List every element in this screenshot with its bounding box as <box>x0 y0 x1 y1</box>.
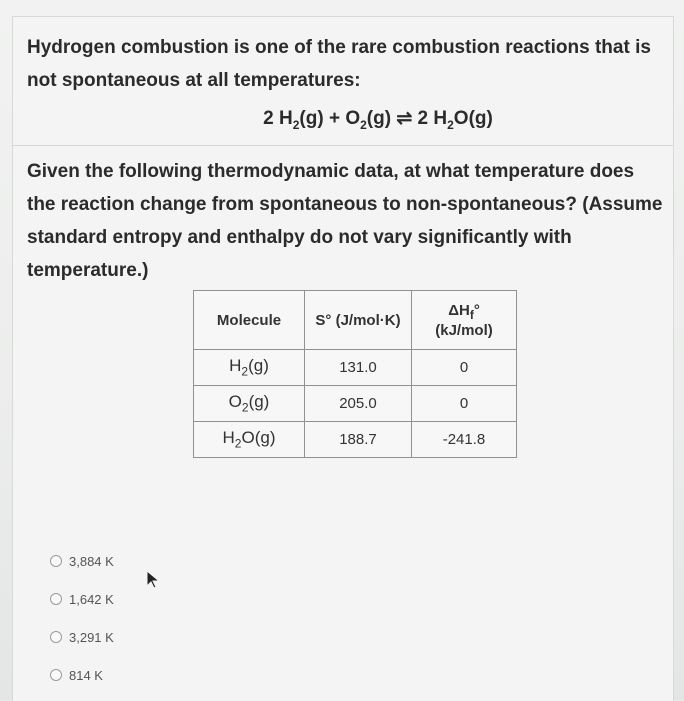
radio-button-icon[interactable] <box>50 593 62 605</box>
cell-enthalpy: 0 <box>412 350 517 386</box>
cell-molecule: $H_2O(g)$ <box>194 422 305 458</box>
table-row <box>194 422 517 458</box>
header-molecule: Molecule <box>194 291 305 350</box>
table-header-row <box>194 291 517 350</box>
answer-options <box>50 542 114 694</box>
cell-enthalpy: -241.8 <box>412 422 517 458</box>
answer-label[interactable]: 3,291 K <box>69 629 114 645</box>
radio-button-icon[interactable] <box>50 631 62 643</box>
mouse-pointer-icon <box>145 570 161 590</box>
radio-button-icon[interactable] <box>50 669 62 681</box>
answer-option[interactable] <box>50 656 114 694</box>
header-entropy: S° (J/mol·K) <box>305 291 412 350</box>
header-enthalpy: $\Delta H_f^\circ$ (kJ/mol) <box>412 291 517 350</box>
answer-label[interactable]: 3,884 K <box>69 553 114 569</box>
divider <box>13 145 673 146</box>
radio-button-icon[interactable] <box>50 555 62 567</box>
table-row <box>194 350 517 386</box>
reaction-equation: 2 $H_2(g) + O_2(g)$ ⇌ 2 $H_2O(g)$ <box>263 108 493 132</box>
question-intro: Hydrogen combustion is one of the rare combustion reactions that is not spontaneous at all temperatures: <box>27 37 651 91</box>
answer-option[interactable] <box>50 618 114 656</box>
answer-label[interactable]: 814 K <box>69 667 103 683</box>
cell-molecule: $H_2(g)$ <box>194 350 305 386</box>
cell-entropy: 131.0 <box>305 350 412 386</box>
cell-molecule: $O_2(g)$ <box>194 386 305 422</box>
table-row <box>194 386 517 422</box>
answer-option[interactable] <box>50 542 114 580</box>
answer-option[interactable] <box>50 580 114 618</box>
question-prompt: Given the following thermodynamic data, at what temperature does the reaction change from spontaneous to non-spontaneous? (Assume standard entropy and enthalpy do not vary significantly with temperature.) <box>27 161 663 281</box>
cell-enthalpy: 0 <box>412 386 517 422</box>
thermo-data-table <box>193 290 517 458</box>
answer-label[interactable]: 1,642 K <box>69 591 114 607</box>
cell-entropy: 205.0 <box>305 386 412 422</box>
cell-entropy: 188.7 <box>305 422 412 458</box>
